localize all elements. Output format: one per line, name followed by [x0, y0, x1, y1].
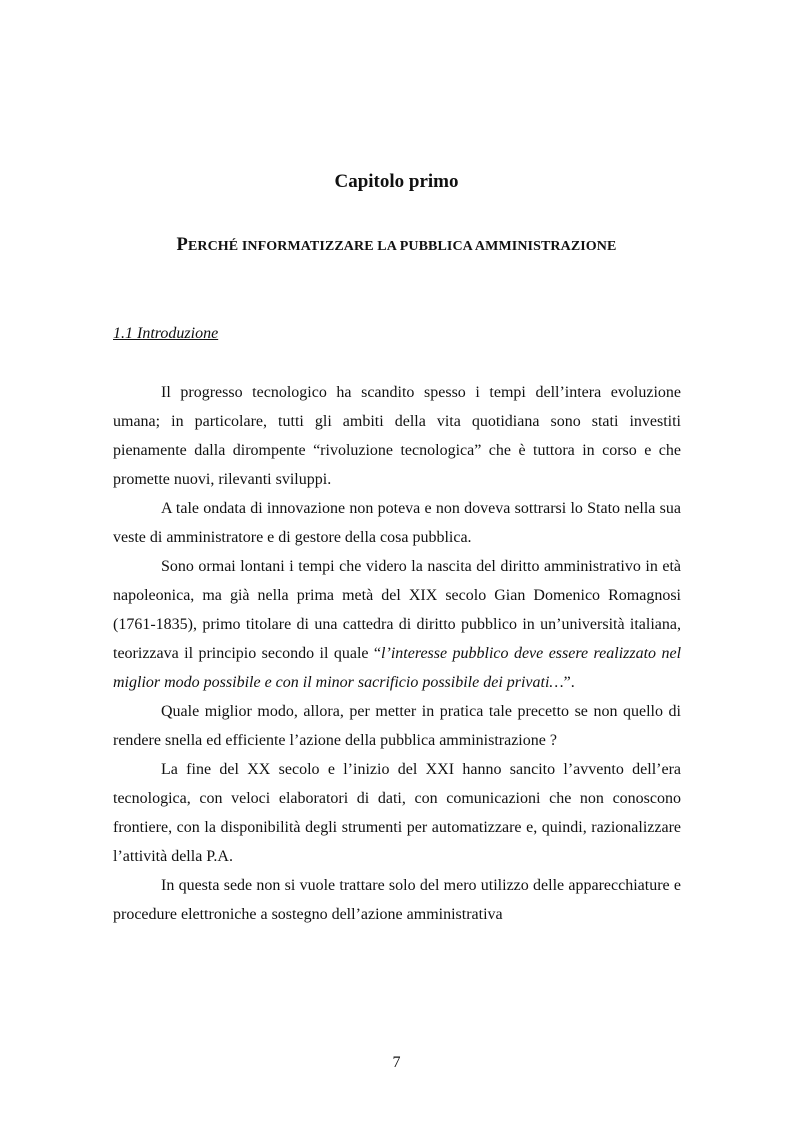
paragraph-2: A tale ondata di innovazione non poteva e non doveva sottrarsi lo Stato nella sua veste di amministratore e di gestore della cosa pubblica.: [113, 500, 681, 546]
paragraph-1: Il progresso tecnologico ha scandito spesso i tempi dell’intera evoluzione umana; in particolare, tutti gli ambiti della vita quotidiana sono stati investiti pienamente dalla dirompente “rivoluzione tecnologica” che è tuttora in corso e che promette nuovi, rilevanti sviluppi.: [113, 384, 681, 488]
chapter-title: [0, 235, 793, 256]
chapter-heading: Capitolo primo: [334, 171, 459, 192]
paragraph-3-text: Sono ormai lontani i tempi che videro la nascita del diritto amministrativo in età napoleonica, ma già nella prima metà del XIX secolo Gian Domenico Romagnosi (1761-1835), primo titolare di una cattedra di diritto pubblico in un’università italiana, teorizzava il principio secondo il quale “: [113, 558, 681, 662]
paragraph-3-end: ”.: [563, 674, 575, 691]
paragraph-4: Quale miglior modo, allora, per metter in pratica tale precetto se non quello di rendere snella ed efficiente l’azione della pubblica amministrazione ?: [113, 703, 681, 749]
body-text: [113, 378, 681, 929]
quote-romagnosi: l’interesse pubblico deve essere realizzato nel miglior modo possibile e con il minor sacrificio possibile dei privati…: [113, 645, 682, 691]
paragraph-5: La fine del XX secolo e l’inizio del XXI hanno sancito l’avvento dell’era tecnologica, con veloci elaboratori di dati, con comunicazioni che non conoscono frontiere, con la disponibilità degli strumenti per automatizzare e, quindi, razionalizzare l’attività della P.A.: [113, 761, 681, 865]
paragraph-3: [113, 552, 681, 697]
chapter-title-rest: ERCHÉ INFORMATIZZARE LA PUBBLICA AMMINISTRAZIONE: [187, 239, 617, 254]
chapter-title-initial: P: [176, 235, 188, 255]
paragraph-6: In questa sede non si vuole trattare solo del mero utilizzo delle apparecchiature e procedure elettroniche a sostegno dell’azione amministrativa: [113, 877, 681, 923]
section-heading: 1.1 Introduzione: [113, 325, 219, 342]
page-number: 7: [392, 1054, 401, 1071]
